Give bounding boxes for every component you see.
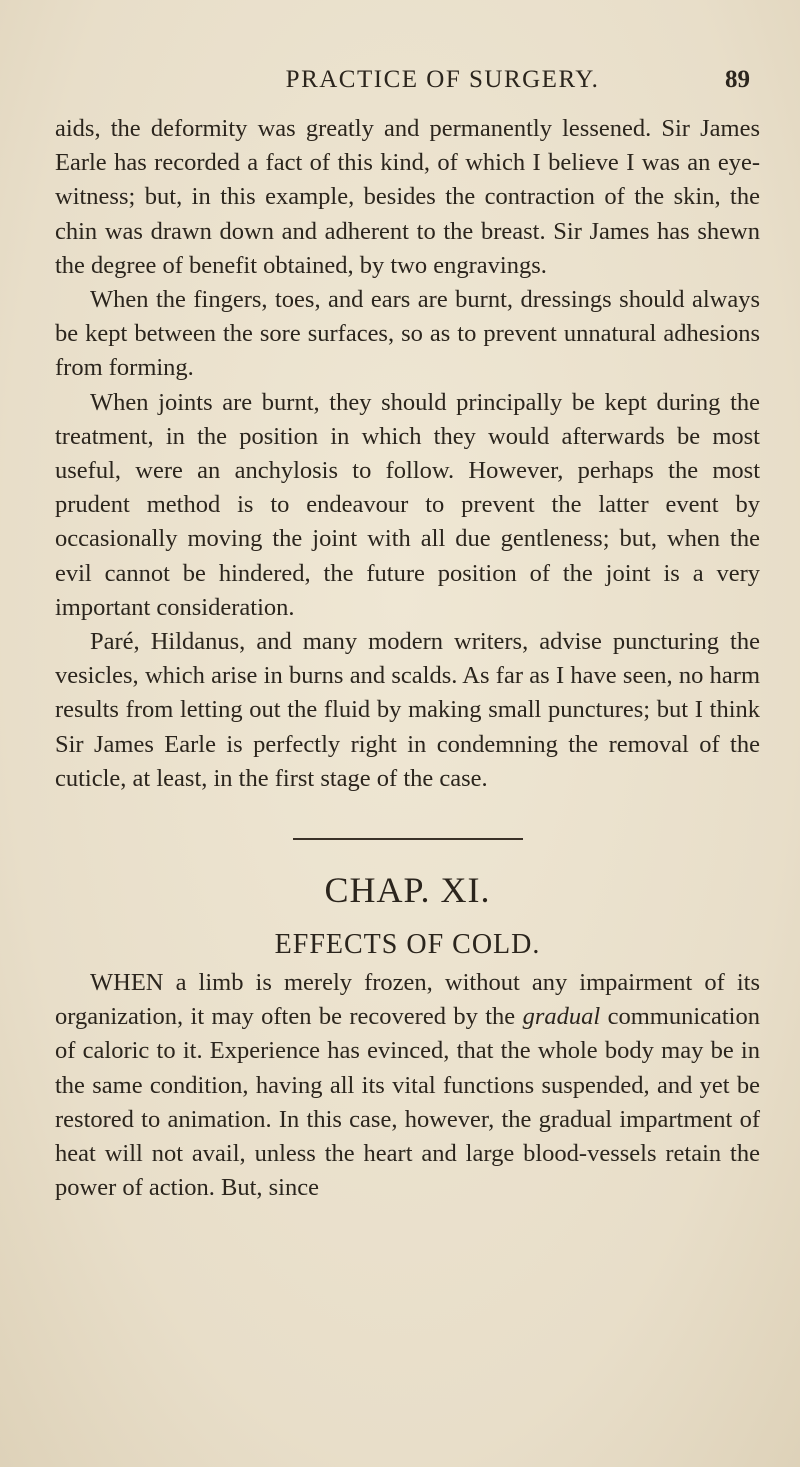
paragraph-burnt-fingers: When the fingers, toes, and ears are burnt, dressings should always be kept between the sore surfaces, so as to prevent unnatural adhesions from forming. (55, 286, 760, 382)
chapter-text-emphasis: gradual (522, 1003, 601, 1031)
paragraph-burnt-joints: When joints are burnt, they should principally be kept during the treatment, in the position in which they would afterwards be most useful, were an anchylosis to follow. However, perhaps the most prudent method is to endeavour to prevent the latter event by occasionally moving the joint with all due gentleness; but, when the evil cannot be hindered, the future position of the joint is a very important consideration. (55, 388, 760, 621)
chapter-number: CHAP. XI. (324, 870, 491, 911)
paragraph-continuation: aids, the deformity was greatly and permanently lessened. Sir James Earle has recorded a fact of this kind, of which I believe I was an eye-witness; but, in this example, besides the contraction of the skin, the chin was drawn down and adherent to the breast. Sir James has shewn the degree of benefit obtained, by two engravings. (55, 115, 760, 279)
running-title: PRACTICE OF SURGERY. (285, 66, 600, 93)
chapter-text-part2: communication of caloric to it. Experience has evinced, that the whole body may be in the same condition, having all its vital functions suspended, and yet be restored to animation. In this case, however, the gradual impartment of heat will not avail, unless the heart and large blood-vessels retain the power of action. But, since (55, 1003, 760, 1202)
page-number: 89 (725, 66, 750, 93)
body-text (55, 112, 760, 1205)
paragraph-frozen-limb (55, 966, 760, 1205)
chapter-lead-word: WHEN (90, 969, 164, 997)
chapter-title: EFFECTS OF COLD. (274, 929, 541, 961)
chapter-text-part1: a limb is merely frozen, without any impairment of its organization, it may often be recovered by the (55, 969, 760, 1031)
section-divider (293, 838, 523, 840)
paragraph-puncturing-vesicles: Paré, Hildanus, and many modern writers, advise puncturing the vesicles, which arise in burns and scalds. As far as I have seen, no harm results from letting out the fluid by making small punctures; but I think Sir James Earle is perfectly right in condemning the removal of the cuticle, at least, in the first stage of the case. (55, 628, 760, 792)
running-head (55, 66, 760, 100)
